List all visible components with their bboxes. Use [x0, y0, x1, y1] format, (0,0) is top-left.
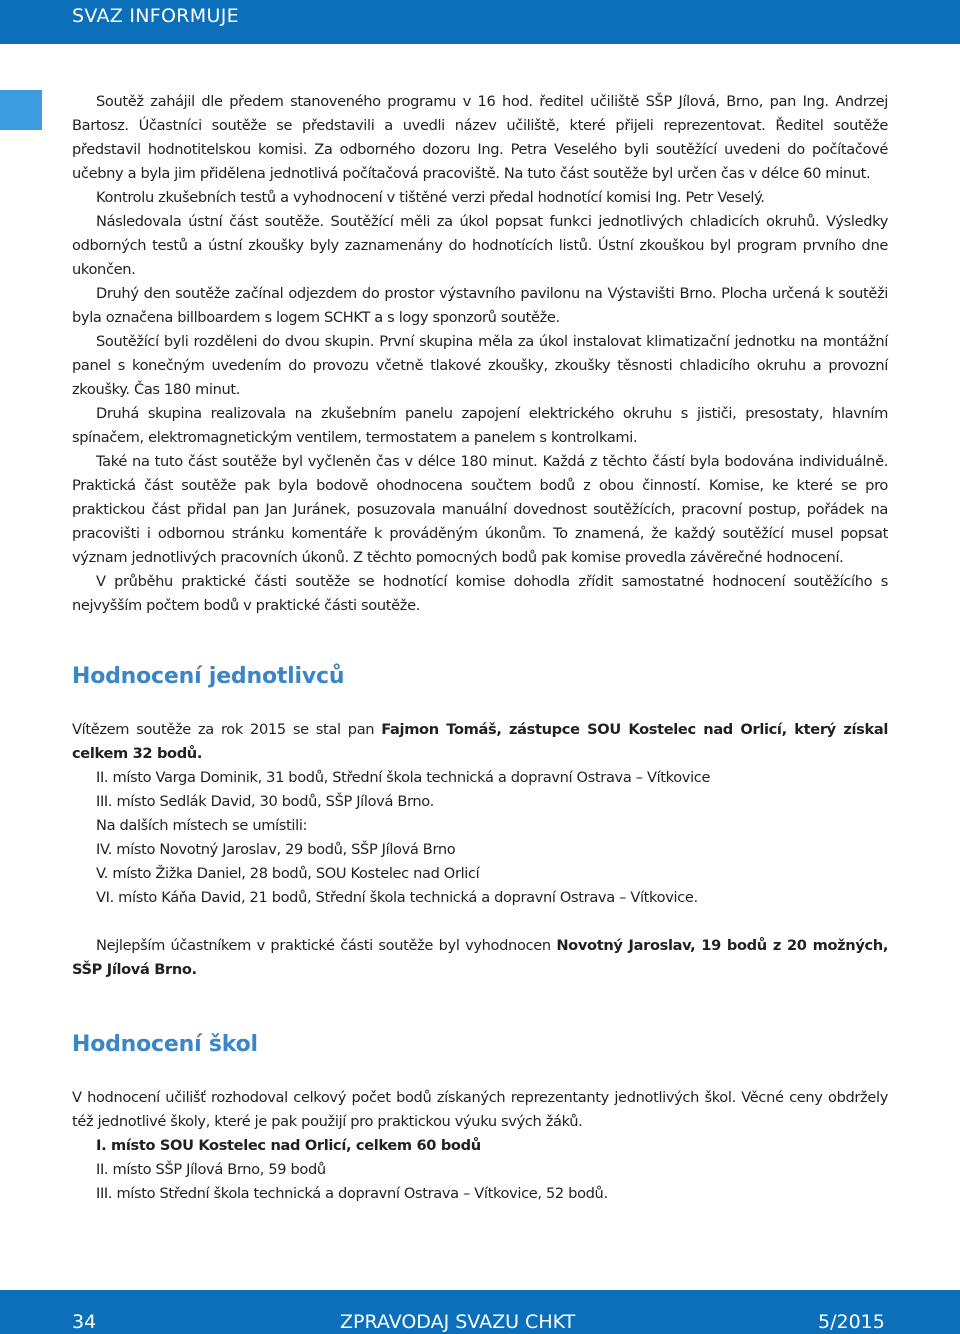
place-line: II. místo Varga Dominik, 31 bodů, Střední škola technická a dopravní Ostrava – Vítkovice [96, 769, 711, 786]
winner-paragraph [72, 718, 888, 766]
journal-title: ZPRAVODAJ SVAZU CHKT [340, 1311, 576, 1333]
place-line: Na dalších místech se umístili: [96, 817, 308, 834]
school-first-text: I. místo SOU Kostelec nad Orlicí, celkem 60 bodů [96, 1137, 481, 1154]
footer-bar [0, 1290, 960, 1334]
paragraph: Následovala ústní část soutěže. Soutěžící měli za úkol popsat funkci jednotlivých chladicích okruhů. Výsledky odborných testů a ústní zkoušky byly zaznamenány do hodnotících listů. Ústní zkouškou byl program prvního dne ukončen. [72, 213, 888, 278]
place-line: IV. místo Novotný Jaroslav, 29 bodů, SŠP Jílová Brno [96, 841, 456, 858]
place-line: VI. místo Káňa David, 21 bodů, Střední škola technická a dopravní Ostrava – Vítkovice. [96, 889, 698, 906]
paragraph: V průběhu praktické části soutěže se hodnotící komise dohodla zřídit samostatné hodnocení soutěžícího s nejvyšším počtem bodů v praktické části soutěže. [72, 573, 888, 614]
paragraph: Druhý den soutěže začínal odjezdem do prostor výstavního pavilonu na Výstavišti Brno. Plocha určená k soutěži byla označena billboardem s logem SCHKT a s logy sponzorů soutěže. [72, 285, 888, 326]
winner-prefix: Vítězem soutěže za rok 2015 se stal pan [72, 721, 382, 738]
article-body [72, 90, 888, 1206]
paragraph: Také na tuto část soutěže byl vyčleněn čas v délce 180 minut. Každá z těchto částí byla bodována individuálně. Praktická část soutěže pak byla bodově ohodnocena součtem bodů z obou činností. Komise, ke které se pro praktickou část přidal pan Jan Juránek, posuzovala manuální dovednost soutěžících, pracovní postup, pořádek na pracovišti i odbornou stránku komentáře k prováděným úkonům. To znamená, že každý soutěžící musel popsat význam jednotlivých pracovních úkonů. Z těchto pomocných bodů pak komise provedla závěrečné hodnocení. [72, 453, 888, 566]
paragraph: Soutěžící byli rozděleni do dvou skupin. První skupina měla za úkol instalovat klimatizační jednotku na montážní panel s konečným uvedením do provozu včetně tlakové zkoušky, zkoušky těsnosti chladicího okruhu a provozní zkoušky. Čas 180 minut. [72, 333, 888, 398]
section-heading-schools: Hodnocení škol [72, 1032, 258, 1057]
header-bar [0, 0, 960, 44]
place-line: III. místo Sedlák David, 30 bodů, SŠP Jílová Brno. [96, 793, 434, 810]
school-place-first [72, 1134, 888, 1158]
best-prefix: Nejlepším účastníkem v praktické části soutěže byl vyhodnocen [96, 937, 557, 954]
best-participant-name: Novotný Jaroslav, 19 bodů z 20 možných, SŠP Jílová Brno. [72, 937, 889, 978]
section-heading-individual: Hodnocení jednotlivců [72, 664, 345, 689]
paragraph: Soutěž zahájil dle předem stanoveného programu v 16 hod. ředitel učiliště SŠP Jílová, Brno, pan Ing. Andrzej Bartosz. Účastníci soutěže se představili a uvedli název učiliště, které přijeli reprezentovat. Ředitel soutěže představil hodnotitelskou komisi. Za odborného dozoru Ing. Petra Veselého byli soutěžící uvedeni do počítačové učebny a byla jim přidělena jednotlivá počítačová pracoviště. Na tuto část soutěže byl určen čas v délce 60 minut. [72, 93, 888, 182]
place-line: V. místo Žižka Daniel, 28 bodů, SOU Kostelec nad Orlicí [96, 865, 480, 882]
best-participant-paragraph [72, 934, 888, 982]
issue-number: 5/2015 [818, 1311, 885, 1333]
schools-intro: V hodnocení učilišť rozhodoval celkový počet bodů získaných reprezentanty jednotlivých škol. Věcné ceny obdržely též jednotlivé školy, které je pak použijí pro praktickou výuku svých žáků. [72, 1089, 888, 1130]
section-title: SVAZ INFORMUJE [72, 5, 239, 27]
winner-name: Fajmon Tomáš, zástupce SOU Kostelec nad Orlicí, který získal celkem 32 bodů. [72, 721, 888, 762]
paragraph: Kontrolu zkušebních testů a vyhodnocení v tištěné verzi předal hodnotící komisi Ing. Petr Veselý. [96, 189, 765, 206]
school-place-second: II. místo SŠP Jílová Brno, 59 bodů [96, 1161, 326, 1178]
accent-square [0, 90, 42, 130]
paragraph: Druhá skupina realizovala na zkušebním panelu zapojení elektrického okruhu s jističi, presostaty, hlavním spínačem, elektromagnetickým ventilem, termostatem a panelem s kontrolkami. [72, 405, 888, 446]
school-place-third: III. místo Střední škola technická a dopravní Ostrava – Vítkovice, 52 bodů. [96, 1185, 608, 1202]
page-number: 34 [72, 1311, 97, 1333]
